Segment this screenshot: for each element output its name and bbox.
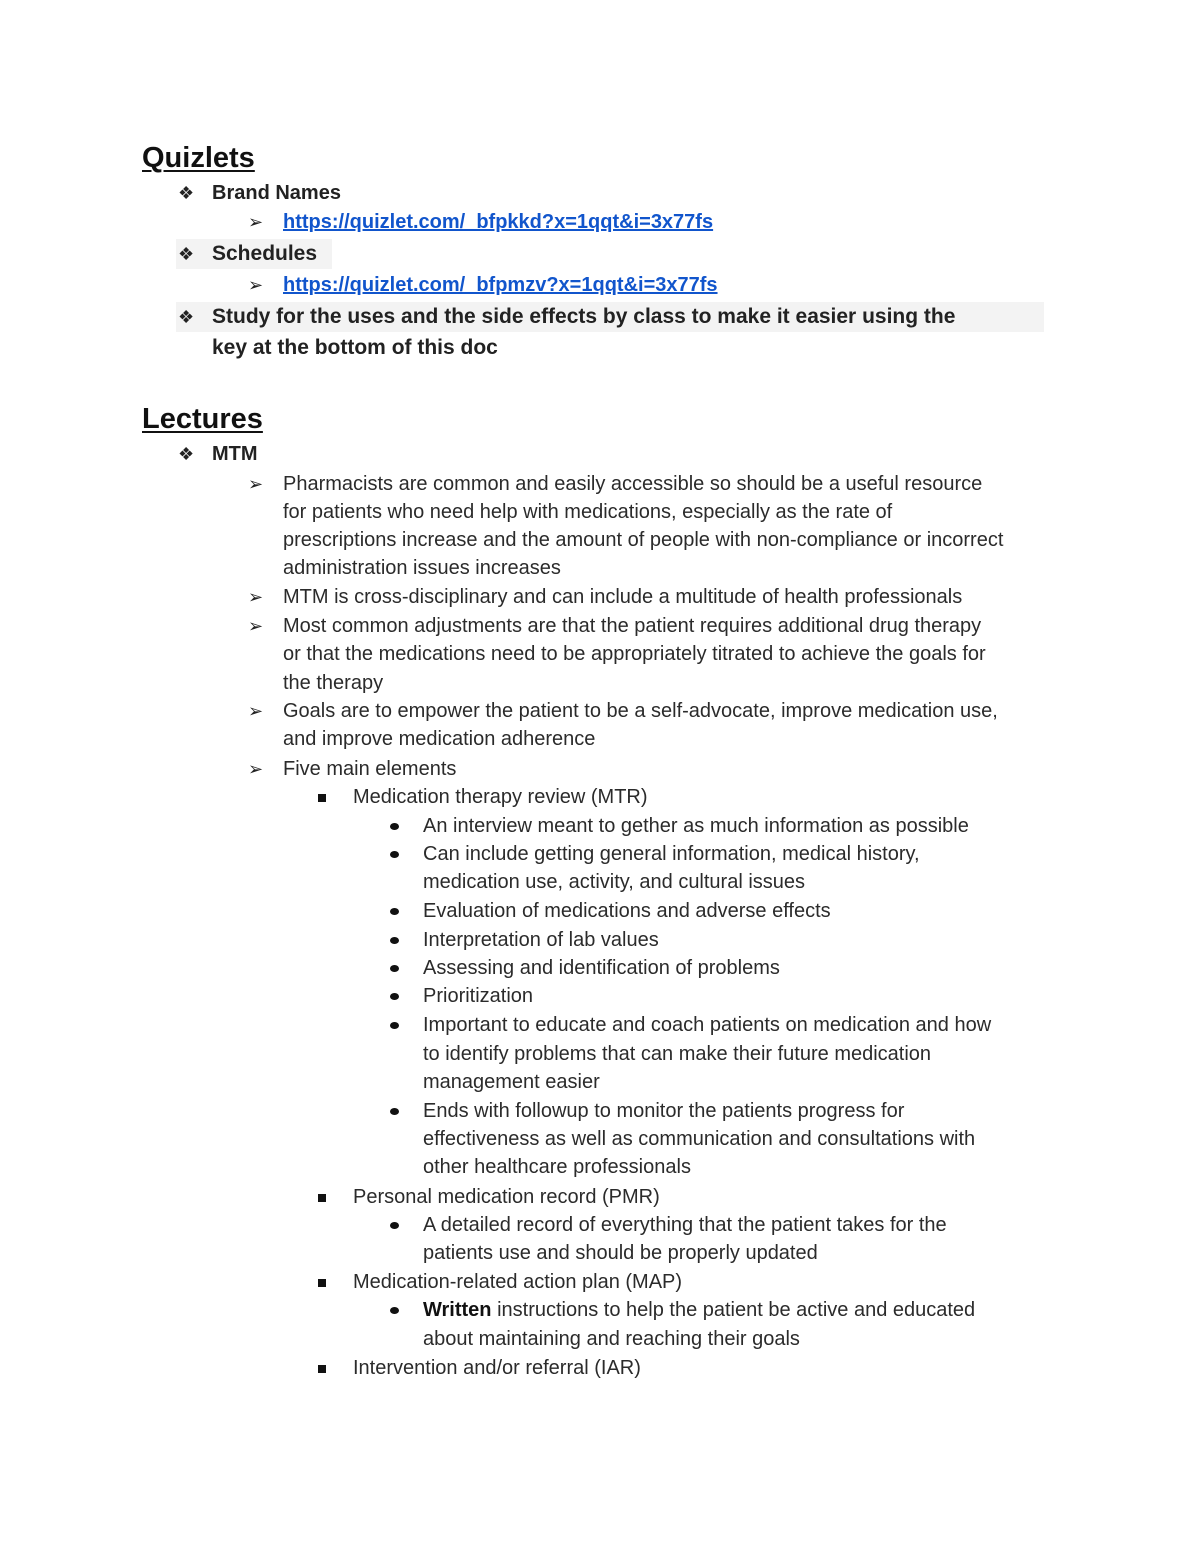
dot-bullet-icon [390, 1222, 399, 1229]
mtr-bullet-line: Evaluation of medications and adverse effects [423, 900, 831, 922]
arrow-bullet-icon: ➢ [248, 275, 264, 295]
map-bold-word: Written [423, 1299, 492, 1321]
study-note-line-2: key at the bottom of this doc [212, 336, 498, 359]
mtm-point-line: administration issues increases [283, 557, 561, 579]
mtr-bullet-line: Can include getting general information, medical history, [423, 843, 920, 865]
mtr-bullet-line: to identify problems that can make their future medication [423, 1043, 932, 1065]
iar-label: Intervention and/or referral (IAR) [353, 1357, 641, 1379]
square-bullet-icon [318, 1194, 326, 1202]
mtm-point-line: prescriptions increase and the amount of people with non-compliance or incorrect [283, 529, 1004, 551]
mtm-point-line: Most common adjustments are that the patient requires additional drug therapy [283, 615, 982, 637]
mtm-point-line: the therapy [283, 672, 384, 694]
diamond-bullet-icon: ❖ [178, 307, 195, 327]
pmr-bullet-line: A detailed record of everything that the patient takes for the [423, 1214, 947, 1236]
pmr-bullet-line: patients use and should be properly updated [423, 1242, 818, 1264]
mtr-bullet-line: management easier [423, 1071, 600, 1093]
dot-bullet-icon [390, 937, 399, 944]
square-bullet-icon [318, 794, 326, 802]
dot-bullet-icon [390, 1307, 399, 1314]
mtm-label: MTM [212, 443, 258, 465]
mtr-bullet-line: medication use, activity, and cultural issues [423, 871, 806, 893]
map-bullet-rest: instructions to help the patient be active and educated [491, 1299, 976, 1321]
mtm-point-line: for patients who need help with medications, especially as the rate of [283, 501, 893, 523]
dot-bullet-icon [390, 823, 399, 830]
arrow-bullet-icon: ➢ [248, 212, 264, 232]
square-bullet-icon [318, 1365, 326, 1373]
arrow-bullet-icon: ➢ [248, 701, 264, 721]
mtr-label: Medication therapy review (MTR) [353, 786, 648, 808]
mtr-bullet-line: Prioritization [423, 985, 534, 1007]
schedules-link[interactable]: https://quizlet.com/_bfpmzv?x=1qqt&i=3x77fs [283, 274, 718, 296]
dot-bullet-icon [390, 851, 399, 858]
arrow-bullet-icon: ➢ [248, 616, 264, 636]
mtm-point-line: and improve medication adherence [283, 728, 596, 750]
mtr-bullet-line: effectiveness as well as communication and consultations with [423, 1128, 976, 1150]
quizlets-heading: Quizlets [142, 142, 255, 174]
mtr-bullet-line: other healthcare professionals [423, 1156, 691, 1178]
dot-bullet-icon [390, 993, 399, 1000]
mtr-bullet-line: Ends with followup to monitor the patients progress for [423, 1100, 905, 1122]
arrow-bullet-icon: ➢ [248, 587, 264, 607]
mtm-point-line: or that the medications need to be appropriately titrated to achieve the goals for [283, 643, 986, 665]
dot-bullet-icon [390, 1108, 399, 1115]
mtr-bullet-line: An interview meant to gether as much information as possible [423, 815, 969, 837]
map-bullet-line: about maintaining and reaching their goals [423, 1328, 800, 1350]
diamond-bullet-icon: ❖ [178, 244, 195, 264]
dot-bullet-icon [390, 908, 399, 915]
arrow-bullet-icon: ➢ [248, 759, 264, 779]
map-bullet-line [423, 1296, 975, 1324]
lectures-heading: Lectures [142, 403, 263, 435]
mtr-bullet-line: Interpretation of lab values [423, 929, 659, 951]
study-note-line-1: Study for the uses and the side effects by class to make it easier using the [212, 305, 956, 328]
dot-bullet-icon [390, 965, 399, 972]
mtm-point-line: MTM is cross-disciplinary and can include a multitude of health professionals [283, 586, 963, 608]
square-bullet-icon [318, 1279, 326, 1287]
dot-bullet-icon [390, 1022, 399, 1029]
mtr-bullet-line: Important to educate and coach patients on medication and how [423, 1014, 992, 1036]
arrow-bullet-icon: ➢ [248, 474, 264, 494]
pmr-label: Personal medication record (PMR) [353, 1186, 660, 1208]
brand-names-label: Brand Names [212, 182, 341, 204]
mtr-bullet-line: Assessing and identification of problems [423, 957, 780, 979]
schedules-label: Schedules [212, 242, 318, 265]
mtm-point-line: Pharmacists are common and easily accessible so should be a useful resource [283, 473, 983, 495]
diamond-bullet-icon: ❖ [178, 444, 195, 464]
mtm-point-line: Five main elements [283, 758, 457, 780]
brand-names-link[interactable]: https://quizlet.com/_bfpkkd?x=1qqt&i=3x77fs [283, 211, 714, 233]
mtm-point-line: Goals are to empower the patient to be a self-advocate, improve medication use, [283, 700, 998, 722]
diamond-bullet-icon: ❖ [178, 183, 195, 203]
map-label: Medication-related action plan (MAP) [353, 1271, 683, 1293]
